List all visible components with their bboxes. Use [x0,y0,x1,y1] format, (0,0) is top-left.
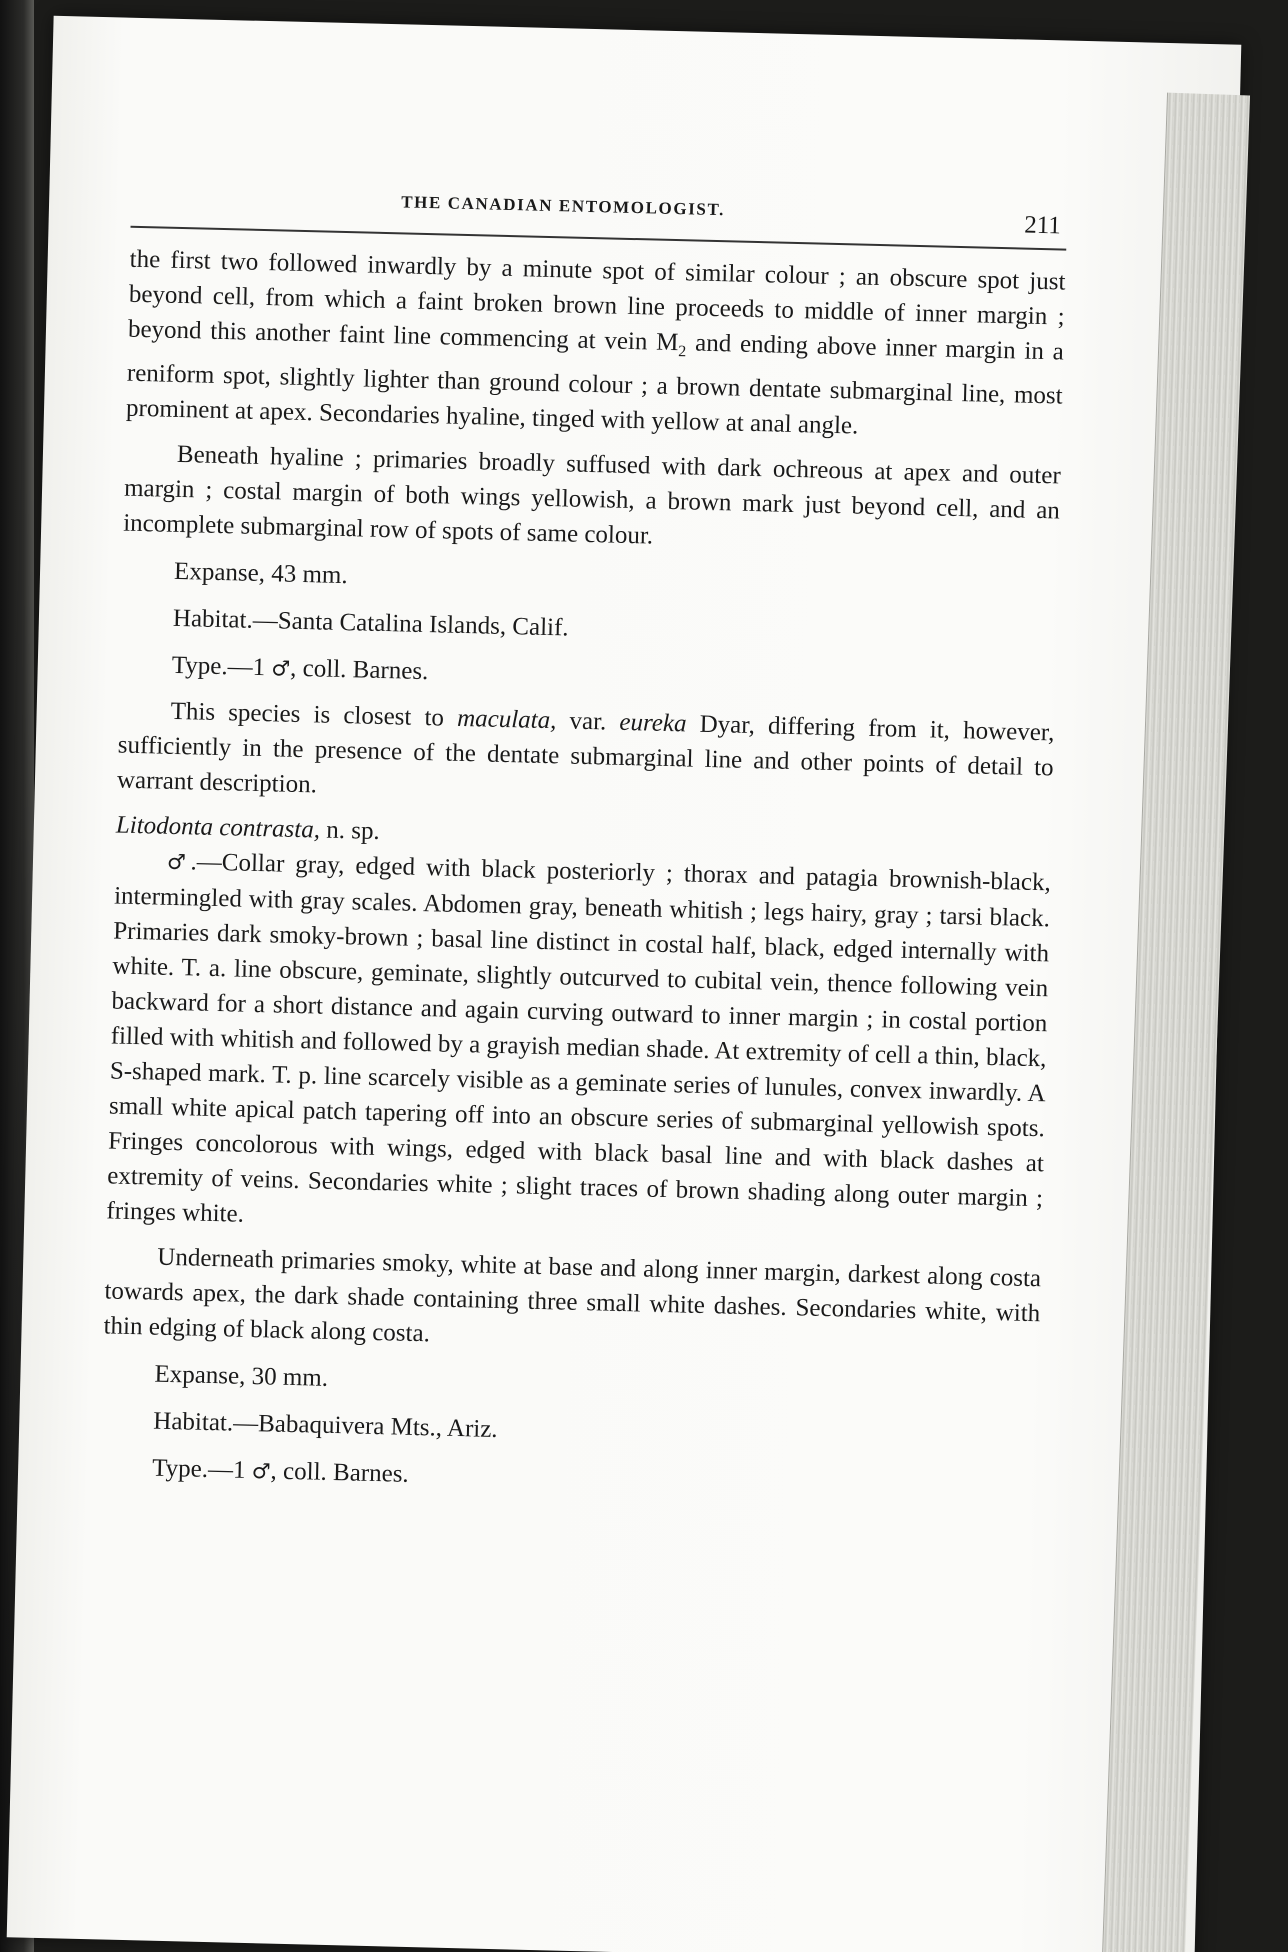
type-line [100,1449,1037,1508]
expanse-line: Expanse, 43 mm. [173,557,348,590]
expanse-line: Expanse, 30 mm. [154,1360,329,1392]
paragraph-continued [126,242,1066,449]
species-heading-name: Litodonta contrasta, [115,811,321,844]
vein-subscript: 2 [677,343,687,361]
page-sheet [7,16,1242,1952]
collection-text: , coll. Barnes. [270,1457,410,1488]
paragraph-text: and ending above inner margin in a reniform spot, slightly lighter than ground colour ; a brown dentate submarginal line, most prominent at apex. Secondaries hyaline, tinged with yellow at anal angle. [125,329,1065,440]
paragraph-text: This species is closest to [170,697,458,732]
page-number: 211 [1023,211,1062,240]
collection-text: , coll. Barnes. [289,654,429,686]
paragraph-underneath: Underneath primaries smoky, white at base and along inner margin, darkest along costa towards apex, the dark shade containing three small white dashes. Secondaries white, with thin edging of black along costa. [103,1243,1042,1348]
species-name: maculata, [456,704,557,735]
habitat-line: Habitat.—Babaquivera Mts., Ariz. [153,1407,498,1444]
paragraph-text: Dyar, differing from it, however, sufficiently in the presence of the dentate submarginal line and other points of detail to warrant description. [116,710,1055,799]
male-symbol: ♂ [271,656,291,681]
variety-name: eureka [619,708,687,738]
paragraph-description [106,843,1051,1252]
text-block [100,186,1067,1508]
type-label: Type.—1 [171,651,272,682]
male-symbol: ♂ [251,1459,271,1484]
male-symbol: ♂ [166,849,191,875]
paragraph-beneath: Beneath hyaline ; primaries broadly suffused with dark ochreous at apex and outer margin ; costal margin of both wings yellowish, a brown mark just beyond cell, and an incomplete submarginal row of spots of same colour. [122,440,1062,550]
paragraph-text: .—Collar gray, edged with black posteriorly ; thorax and patagia brownish-black, intermingled with gray scales. Abdomen gray, beneath whitish ; legs hairy, gray ; tarsi black. Primaries dark smoky-brown ; basal line distinct in costal half, black, edged internally with white. T. a. line obscure, geminate, slightly outcurved to cubital vein, thence following vein backward for a short distance and again curving outward to inner margin ; in costal portion filled with whitish and followed by a grayish median shade. At extremity of cell a thin, black, S-shaped mark. T. p. line scarcely visible as a geminate series of lunules, convex inwardly. A small white apical patch tapering off into an obscure series of submarginal yellowish spots. Fringes concolorous with wings, edged with black basal line and with black dashes at extremity of veins. Secondaries white ; slight traces of brown shading along outer margin ; fringes white. [106,848,1052,1228]
paragraph-text: var. [556,707,620,736]
stacked-page-edges [1101,93,1250,1952]
species-heading-suffix: n. sp. [319,816,381,845]
type-label: Type.—1 [151,1454,253,1485]
habitat-line: Habitat.—Santa Catalina Islands, Calif. [172,604,569,642]
paragraph-text: the first two followed inwardly by a minute spot of similar colour ; an obscure spot just beyond cell, from which a faint broken brown line proceeds to middle of inner margin ; beyond this another faint line commencing at vein M [127,245,1066,357]
paragraph-comparison [117,693,1055,821]
journal-title: THE CANADIAN ENTOMOLOGIST. [400,192,726,220]
